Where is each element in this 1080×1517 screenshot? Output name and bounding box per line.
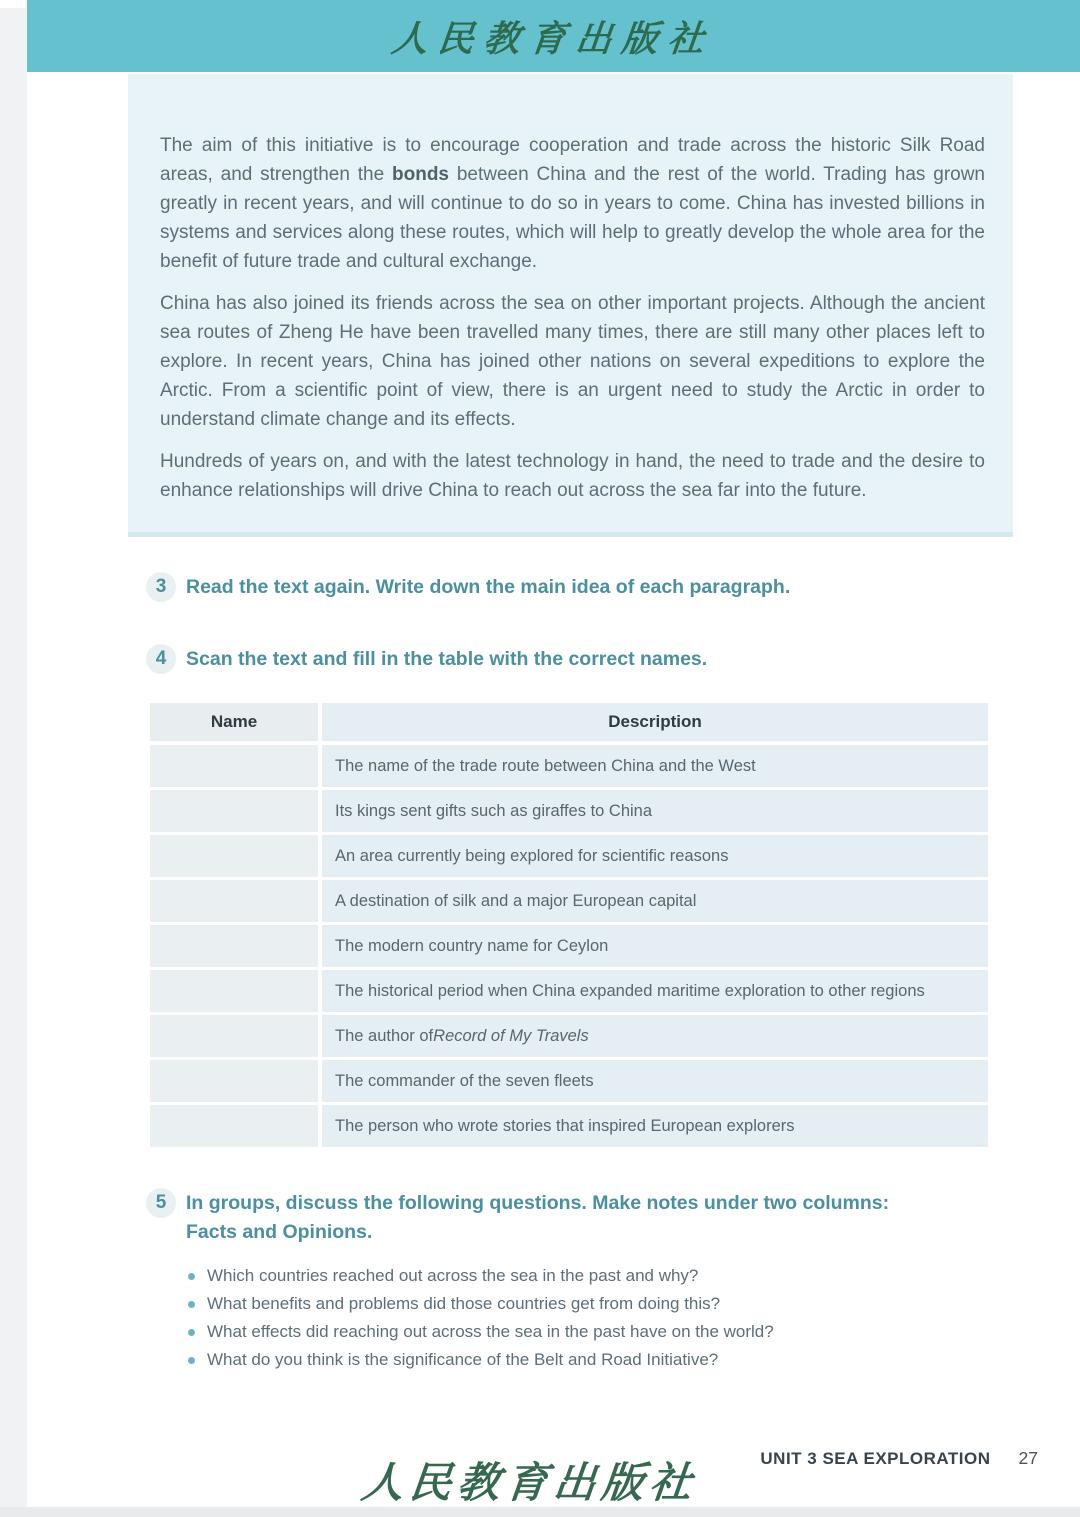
table-row xyxy=(150,925,988,967)
question-text: Which countries reached out across the sea in the past and why? xyxy=(207,1266,699,1285)
names-table xyxy=(150,703,988,1150)
bullet-icon xyxy=(188,1357,195,1364)
name-blank-cell xyxy=(150,1105,318,1147)
table-header-row xyxy=(150,703,988,741)
table-row xyxy=(150,835,988,877)
name-blank-cell xyxy=(150,925,318,967)
description-cell: The name of the trade route between China and the West xyxy=(322,745,988,787)
reading-passage-box xyxy=(128,74,1013,537)
description-cell xyxy=(322,1015,988,1057)
name-blank-cell xyxy=(150,970,318,1012)
table-row xyxy=(150,1060,988,1102)
bullet-icon xyxy=(188,1273,195,1280)
exercise-5-number-badge: 5 xyxy=(146,1188,176,1218)
table-row xyxy=(150,880,988,922)
publisher-logo-header: 人民教育出版社 xyxy=(390,18,717,60)
exercise-5-instruction-line1: In groups, discuss the following questions. Make notes under two columns: xyxy=(186,1192,890,1214)
table-header-description: Description xyxy=(322,703,988,741)
question-text: What effects did reaching out across the sea in the past have on the world? xyxy=(207,1322,774,1341)
description-text: The author of xyxy=(335,1026,434,1045)
page-bottom-edge xyxy=(0,1507,1080,1517)
passage-paragraph-2: China has also joined its friends across the sea on other important projects. Although the ancient sea routes of Zheng He have been travelled many times, there are still many other places left to explore. In recent years, China has joined other nations on several expeditions to explore the Arctic. From a scientific point of view, there is an urgent need to study the Arctic in order to understand climate change and its effects. xyxy=(160,293,985,430)
list-item xyxy=(186,1290,1006,1318)
book-title-italic: Record of My Travels xyxy=(433,1026,589,1045)
passage-paragraph-3: Hundreds of years on, and with the latest technology in hand, the need to trade and the desire to enhance relationships will drive China to reach out across the sea far into the future. xyxy=(160,451,985,501)
exercise-4-number-badge: 4 xyxy=(146,644,176,674)
name-blank-cell xyxy=(150,880,318,922)
name-blank-cell xyxy=(150,1015,318,1057)
description-cell: The person who wrote stories that inspired European explorers xyxy=(322,1105,988,1147)
exercise-3 xyxy=(146,572,1006,602)
page-number: 27 xyxy=(1018,1448,1038,1468)
paragraph-1-text-cont: between China and the rest of the world. Trading has grown greatly in recent years, and will continue to do so in years to come. China has invested billions in systems and services along these routes, which will help to greatly develop the whole area for the benefit of future trade and cultural exchange. xyxy=(160,164,985,272)
paragraph-1-text: The aim of this initiative is to encourage cooperation and trade across the historic Silk Road areas, and strengthen the xyxy=(160,135,985,185)
question-text: What do you think is the significance of the Belt and Road Initiative? xyxy=(207,1350,719,1369)
question-text: What benefits and problems did those countries get from doing this? xyxy=(207,1294,721,1313)
exercise-3-number-badge: 3 xyxy=(146,572,176,602)
publisher-logo-footer: 人民教育出版社 xyxy=(359,1458,701,1507)
bullet-icon xyxy=(188,1301,195,1308)
description-cell: The commander of the seven fleets xyxy=(322,1060,988,1102)
description-cell: The modern country name for Ceylon xyxy=(322,925,988,967)
table-row xyxy=(150,970,988,1012)
bullet-icon xyxy=(188,1329,195,1336)
exercise-5-instruction xyxy=(186,1188,889,1247)
footer-reference xyxy=(760,1448,1038,1469)
table-header-name: Name xyxy=(150,703,318,741)
name-blank-cell xyxy=(150,1060,318,1102)
description-cell: Its kings sent gifts such as giraffes to China xyxy=(322,790,988,832)
exercise-3-instruction: Read the text again. Write down the main idea of each paragraph. xyxy=(186,576,791,598)
list-item xyxy=(186,1262,1006,1290)
exercise-4-instruction: Scan the text and fill in the table with the correct names. xyxy=(186,648,708,670)
description-cell: An area currently being explored for scientific reasons xyxy=(322,835,988,877)
table-row xyxy=(150,745,988,787)
table-row xyxy=(150,790,988,832)
list-item xyxy=(186,1346,1006,1374)
list-item xyxy=(186,1318,1006,1346)
name-blank-cell xyxy=(150,835,318,877)
description-cell: A destination of silk and a major European capital xyxy=(322,880,988,922)
page-left-margin xyxy=(0,8,27,1517)
unit-title: UNIT 3 SEA EXPLORATION xyxy=(760,1449,991,1468)
exercise-5-instruction-line2: Facts and Opinions. xyxy=(186,1221,373,1243)
exercise-4 xyxy=(146,644,1006,674)
header-bar xyxy=(27,0,1080,72)
exercise-5 xyxy=(146,1188,1006,1247)
description-cell: The historical period when China expanded maritime exploration to other regions xyxy=(322,970,988,1012)
table-row xyxy=(150,1015,988,1057)
bold-vocab-word: bonds xyxy=(392,164,449,185)
passage-paragraph-1 xyxy=(160,131,985,276)
name-blank-cell xyxy=(150,745,318,787)
discussion-question-list xyxy=(186,1262,1006,1374)
name-blank-cell xyxy=(150,790,318,832)
table-row xyxy=(150,1105,988,1147)
